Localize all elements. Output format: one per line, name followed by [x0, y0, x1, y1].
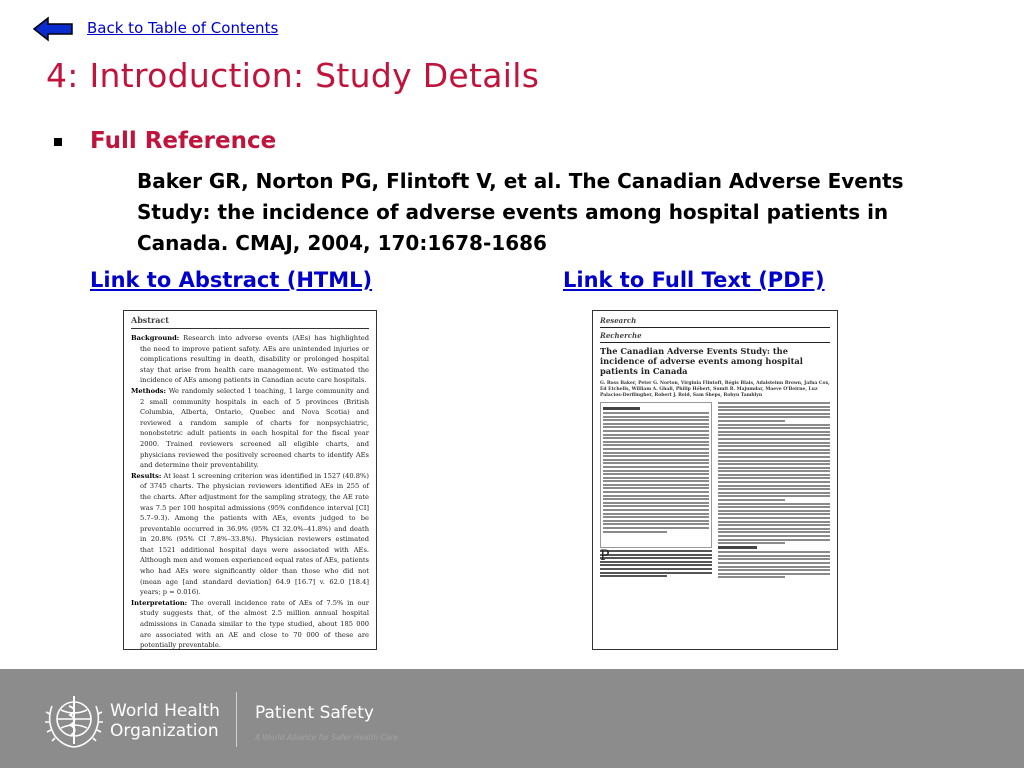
divider — [600, 327, 830, 328]
abstract-interpretation: Interpretation: The overall incidence rate of AEs of 7.5% in our study suggests that, of the almost 2.5 million annual hospital admissions in Canada similar to the type studied, about 185 000 are associated with an AE and close to 70 000 of these are potentially preventable. — [131, 598, 369, 650]
article-title: The Canadian Adverse Events Study: the incidence of adverse events among hospital patients in Canada — [600, 346, 803, 376]
abstract-thumbnail[interactable] — [123, 310, 377, 650]
article-section-label-fr: Recherche — [600, 331, 642, 340]
abstract-background: Background: Research into adverse events (AEs) has highlighted the need to improve patient safety. AEs are unintended injuries or complications resulting in death, disability or prolonged hospital stay that arise from health care management. We estimated the incidence of AEs among patients in Canadian acute care hospitals. — [131, 334, 369, 385]
program-tagline: A World Alliance for Safer Health Care — [255, 733, 399, 742]
back-to-toc-link[interactable]: Back to Table of Contents — [87, 19, 279, 37]
divider — [600, 342, 830, 343]
article-body — [600, 402, 830, 580]
who-organization-name — [110, 701, 220, 741]
reference-line: Canada. CMAJ, 2004, 170:1678-1686 — [137, 231, 547, 255]
footer-divider — [236, 692, 237, 747]
bullet-square-icon — [54, 138, 62, 146]
reference-line: Study: the incidence of adverse events among hospital patients in — [137, 200, 889, 224]
article-authors: G. Ross Baker, Peter G. Norton, Virginia Flintoft, Régis Blais, Adalsteinn Brown, Jafna Cox, Ed Etchells, William A. Ghali, Philip Hébert, Sumit R. Majumdar, Maeve O'Beirne, Luz Palacios-Derflingher, Robert J. Reid, Sam Sheps, Robyn Tamblyn — [600, 381, 830, 398]
dropcap: P — [600, 548, 610, 564]
abstract-methods: Methods: We randomly selected 1 teaching, 1 large community and 2 small community hospitals in each of 5 provinces (British Columbia, Alberta, Ontario, Quebec and Nova Scotia) and reviewed a random sample of charts for nonpsychiatric, nonobstetric adult patients in each hospital for the fiscal year 2000. Trained reviewers screened all eligible charts, and physicians reviewed the positively screened charts to identify AEs and determine their preventability. — [131, 386, 369, 470]
fulltext-pdf-link[interactable]: Link to Full Text (PDF) — [563, 268, 825, 292]
article-text-column — [718, 402, 830, 580]
abstract-heading: Abstract — [131, 315, 369, 329]
org-line: Organization — [110, 721, 219, 741]
org-line: World Health — [110, 701, 220, 721]
left-arrow-icon[interactable] — [33, 16, 73, 42]
fulltext-thumbnail[interactable] — [592, 310, 838, 650]
full-reference-heading: Full Reference — [90, 128, 277, 154]
article-section-label: Research — [600, 316, 637, 325]
article-abstract-column — [600, 402, 712, 580]
abstract-html-link[interactable]: Link to Abstract (HTML) — [90, 268, 373, 292]
abstract-box — [600, 402, 712, 548]
slide-title: 4: Introduction: Study Details — [46, 56, 540, 95]
program-name: Patient Safety — [255, 703, 374, 723]
who-emblem-icon — [43, 692, 105, 750]
reference-citation — [137, 166, 977, 259]
abstract-results: Results: At least 1 screening criterion was identified in 1527 (40.8%) of 3745 charts. The physician reviewers identified AEs in 255 of the charts. After adjustment for the sampling strategy, the AE rate was 7.5 per 100 hospital admissions (95% confidence interval [CI] 5.7–9.3). Among the patients with AEs, events judged to be preventable occurred in 36.9% (95% CI 32.0%–41.8%) and death in 20.8% (95% CI 7.8%–33.8%). Physician reviewers estimated that 1521 additional hospital days were associated with AEs. Although men and women experienced equal rates of AEs, patients who had AEs were significantly older than those who did not (mean age [and standard deviation] 64.9 [16.7] v. 62.0 [18.4] years; p = 0.016). — [131, 471, 369, 597]
reference-line: Baker GR, Norton PG, Flintoft V, et al. The Canadian Adverse Events — [137, 169, 904, 193]
